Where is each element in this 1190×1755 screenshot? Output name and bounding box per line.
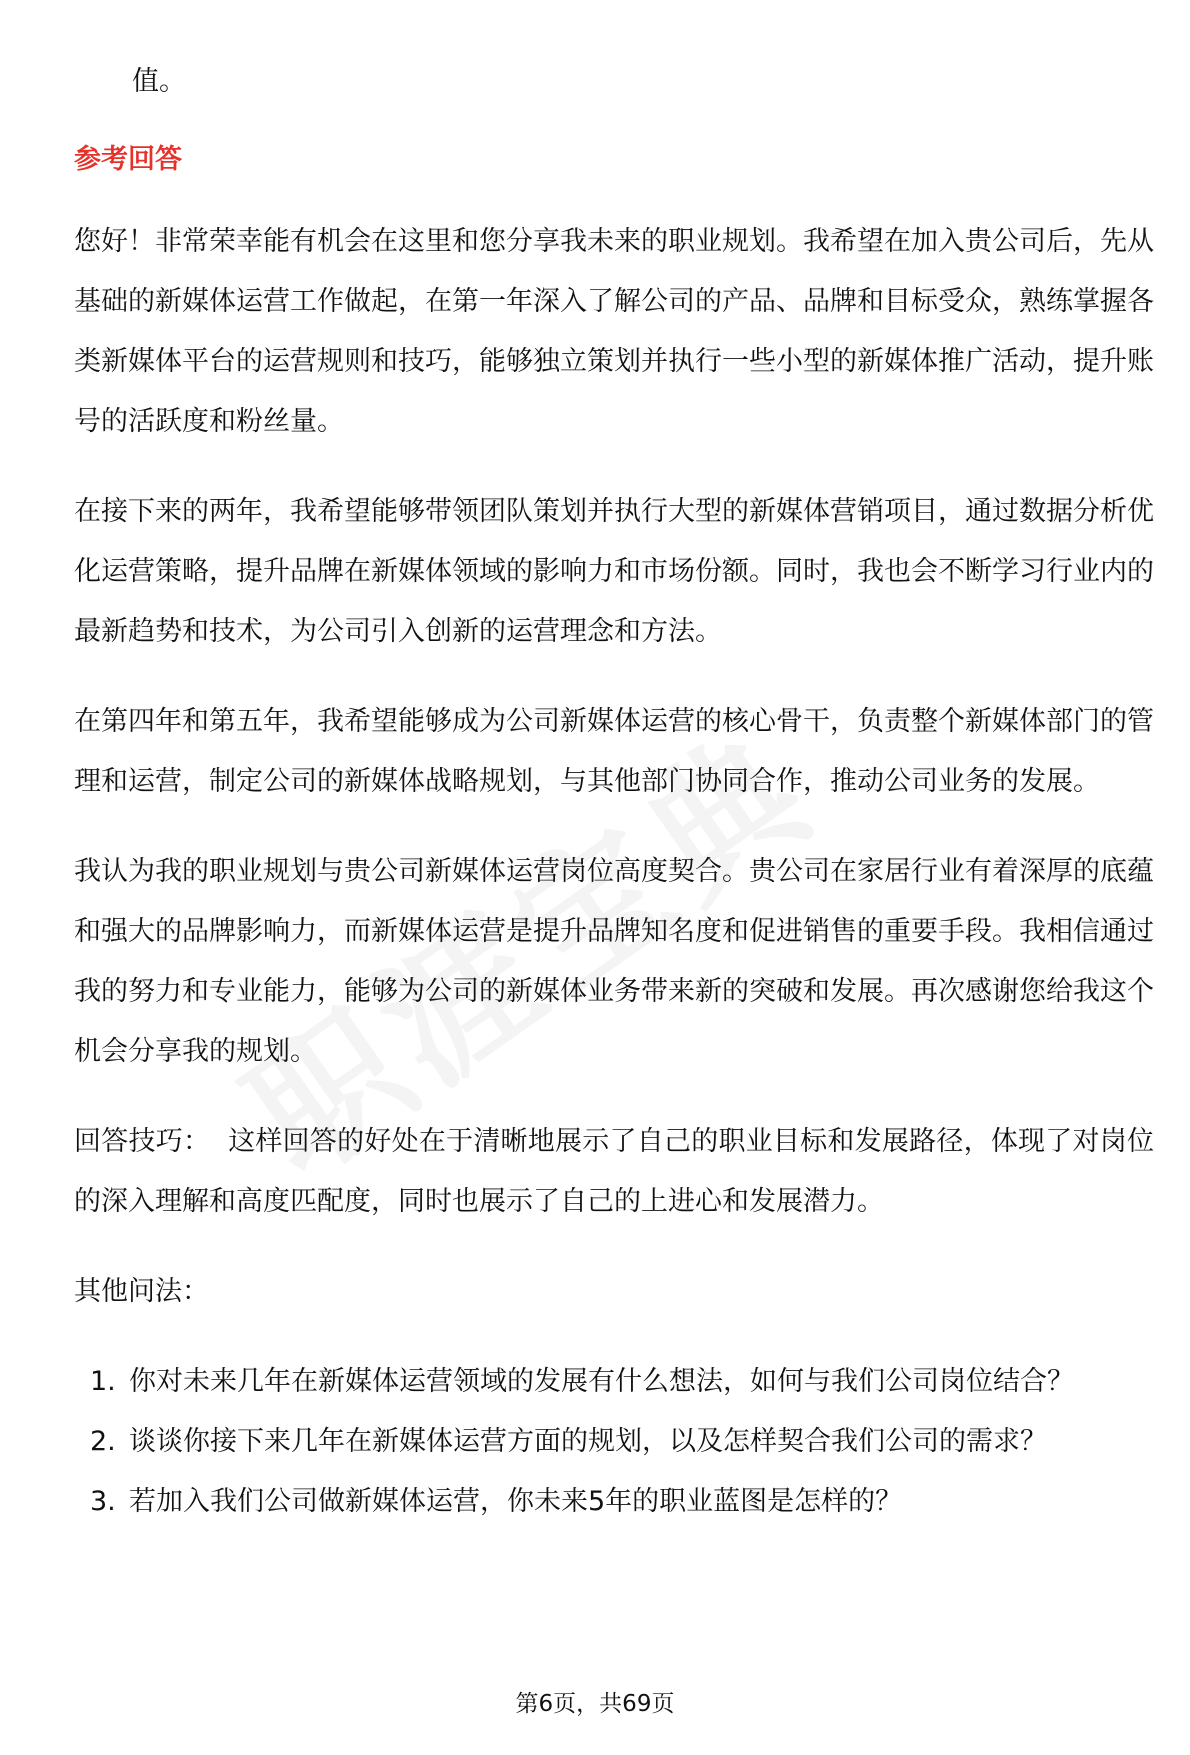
- list-item-number: 2.: [90, 1426, 116, 1457]
- other-questions-heading: 其他问法：: [74, 1276, 209, 1307]
- list-item-text: 你对未来几年在新媒体运营领域的发展有什么想法，如何与我们公司岗位结合？: [129, 1366, 1074, 1397]
- page-number-footer: 第6页，共69页: [515, 1691, 675, 1717]
- list-item: [74, 1352, 1154, 1412]
- continuation-text: 值。: [132, 66, 186, 97]
- list-item-text: 谈谈你接下来几年在新媒体运营方面的规划，以及怎样契合我们公司的需求？: [129, 1426, 1047, 1457]
- other-questions-list: [74, 1352, 1154, 1532]
- list-item: [74, 1472, 1154, 1532]
- answer-paragraph-4: 我认为我的职业规划与贵公司新媒体运营岗位高度契合。贵公司在家居行业有着深厚的底蕴和强大的品牌影响力，而新媒体运营是提升品牌知名度和促进销售的重要手段。我相信通过我的努力和专业能力，能够为公司的新媒体业务带来新的突破和发展。再次感谢您给我这个机会分享我的规划。: [74, 856, 1154, 1067]
- answer-tips: [74, 1112, 1154, 1232]
- section-heading: 参考回答: [74, 144, 182, 175]
- tips-label: 回答技巧：: [74, 1126, 211, 1157]
- list-item-number: 1.: [90, 1366, 116, 1397]
- answer-paragraph-1: 您好！非常荣幸能有机会在这里和您分享我未来的职业规划。我希望在加入贵公司后，先从基础的新媒体运营工作做起，在第一年深入了解公司的产品、品牌和目标受众，熟练掌握各类新媒体平台的运营规则和技巧，能够独立策划并执行一些小型的新媒体推广活动，提升账号的活跃度和粉丝量。: [74, 226, 1154, 437]
- list-item-text: 若加入我们公司做新媒体运营，你未来5年的职业蓝图是怎样的？: [129, 1486, 903, 1517]
- page-content: [74, 52, 1154, 1532]
- list-item: [74, 1412, 1154, 1472]
- answer-paragraph-3: 在第四年和第五年，我希望能够成为公司新媒体运营的核心骨干，负责整个新媒体部门的管理和运营，制定公司的新媒体战略规划，与其他部门协同合作，推动公司业务的发展。: [74, 706, 1154, 797]
- list-item-number: 3.: [90, 1486, 116, 1517]
- tips-text: 这样回答的好处在于清晰地展示了自己的职业目标和发展路径，体现了对岗位的深入理解和高度匹配度，同时也展示了自己的上进心和发展潜力。: [74, 1126, 1155, 1217]
- answer-paragraph-2: 在接下来的两年，我希望能够带领团队策划并执行大型的新媒体营销项目，通过数据分析优化运营策略，提升品牌在新媒体领域的影响力和市场份额。同时，我也会不断学习行业内的最新趋势和技术，为公司引入创新的运营理念和方法。: [74, 496, 1154, 647]
